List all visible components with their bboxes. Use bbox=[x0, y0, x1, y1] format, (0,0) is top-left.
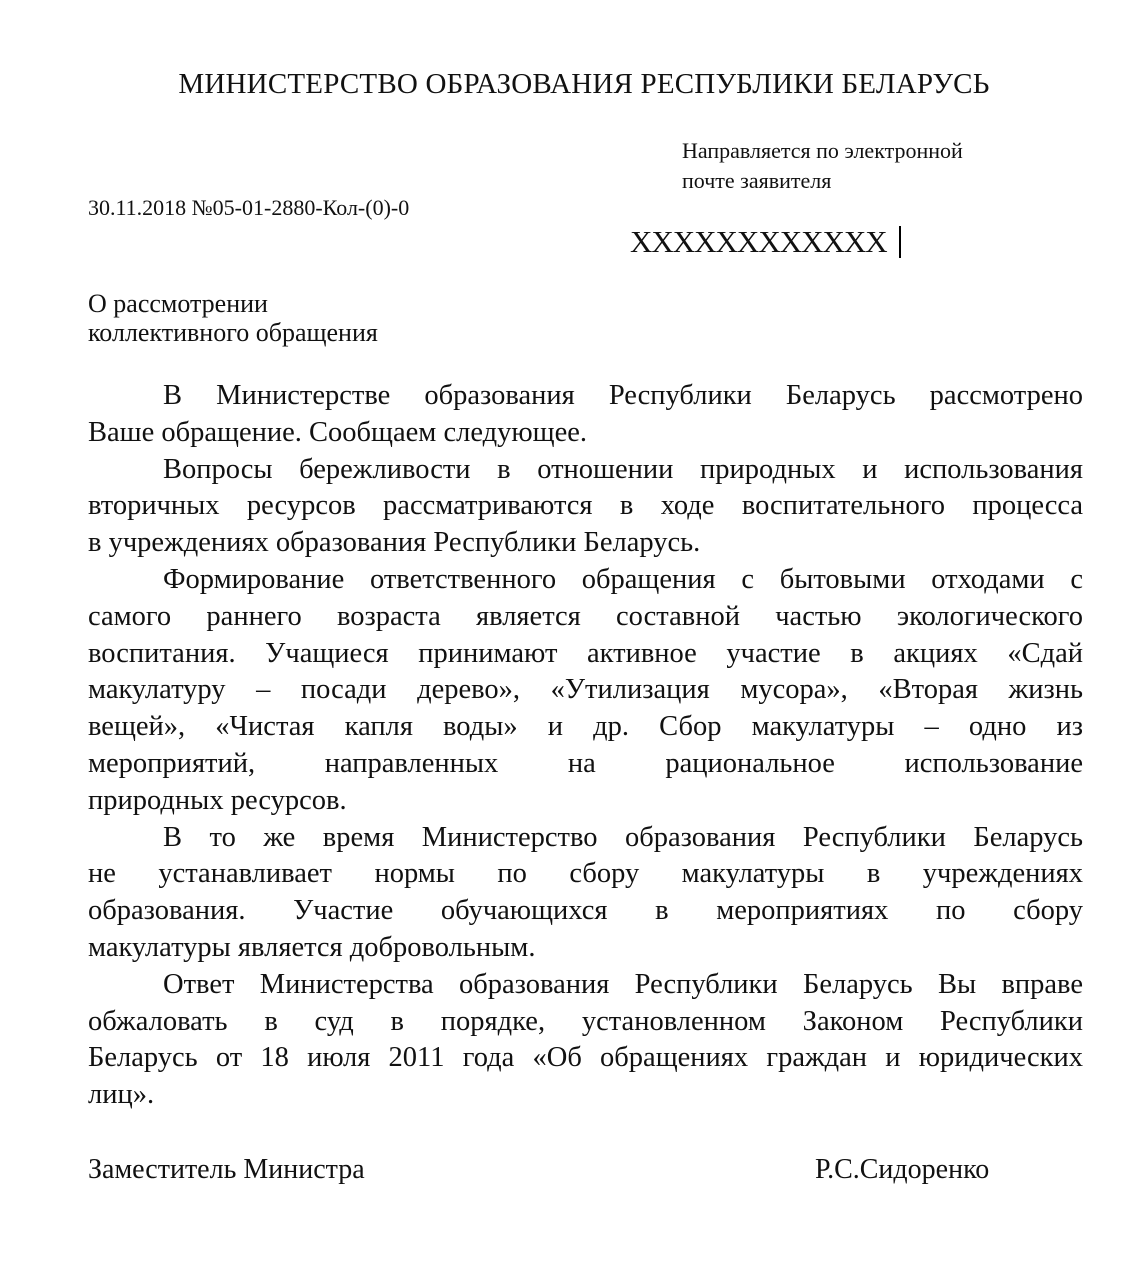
subject-line: О рассмотрении bbox=[88, 289, 268, 318]
paragraph-line: Ответ Министерства образования Республики Беларусь Вы вправе bbox=[163, 968, 1083, 1000]
paragraph-line: Ваше обращение. Сообщаем следующее. bbox=[88, 416, 588, 448]
paragraph-line: вещей», «Чистая капля воды» и др. Сбор макулатуры – одно из bbox=[88, 711, 1083, 743]
paragraph-line: вторичных ресурсов рассматриваются в ходе воспитательного процесса bbox=[88, 490, 1083, 522]
paragraph-line: образования. Участие обучающихся в мероприятиях по сбору bbox=[88, 895, 1083, 927]
letter-body bbox=[88, 378, 1083, 1114]
paragraph-line: Вопросы бережливости в отношении природных и использования bbox=[163, 453, 1083, 485]
subject bbox=[88, 289, 378, 347]
text-cursor bbox=[899, 226, 901, 258]
delivery-note bbox=[682, 136, 963, 196]
recipient-field[interactable]: XXXXXXXXXXXX bbox=[630, 224, 887, 259]
paragraph bbox=[88, 967, 1083, 1114]
paragraph-line: В то же время Министерство образования Республики Беларусь bbox=[163, 821, 1083, 853]
paragraph-line: В Министерстве образования Республики Беларусь рассмотрено bbox=[163, 380, 1083, 411]
signatory-title: Заместитель Министра bbox=[88, 1154, 365, 1185]
ministry-heading: МИНИСТЕРСТВО ОБРАЗОВАНИЯ РЕСПУБЛИКИ БЕЛАРУСЬ bbox=[178, 68, 990, 100]
paragraph-line: в учреждениях образования Республики Беларусь. bbox=[88, 527, 701, 559]
paragraph bbox=[88, 452, 1083, 562]
paragraph-line: Беларусь от 18 июля 2011 года «Об обращениях граждан и юридических bbox=[88, 1042, 1083, 1074]
document-reference: 30.11.2018 №05-01-2880-Кол-(0)-0 bbox=[88, 195, 410, 220]
paragraph bbox=[88, 378, 1083, 452]
paragraph-line: обжаловать в суд в порядке, установленном Законом Республики bbox=[88, 1005, 1083, 1037]
paragraph-line: не устанавливает нормы по сбору макулатуры в учреждениях bbox=[88, 858, 1083, 890]
paragraph-line: макулатуру – посади дерево», «Утилизация мусора», «Вторая жизнь bbox=[88, 674, 1083, 706]
paragraph-line: Формирование ответственного обращения с бытовыми отходами с bbox=[163, 563, 1083, 595]
subject-line: коллективного обращения bbox=[88, 318, 378, 347]
delivery-note-line: почте заявителя bbox=[682, 168, 832, 193]
paragraph bbox=[88, 820, 1083, 967]
signatory-name: Р.С.Сидоренко bbox=[815, 1154, 990, 1185]
paragraph-line: мероприятий, направленных на рациональное использование bbox=[88, 747, 1083, 779]
paragraph-line: воспитания. Учащиеся принимают активное участие в акциях «Сдай bbox=[88, 637, 1083, 669]
paragraph-line: лиц». bbox=[88, 1079, 155, 1111]
delivery-note-line: Направляется по электронной bbox=[682, 138, 963, 163]
paragraph-line: самого раннего возраста является составной частью экологического bbox=[88, 600, 1083, 632]
paragraph bbox=[88, 562, 1083, 820]
paragraph-line: макулатуры является добровольным. bbox=[88, 931, 536, 963]
paragraph-line: природных ресурсов. bbox=[88, 784, 347, 816]
